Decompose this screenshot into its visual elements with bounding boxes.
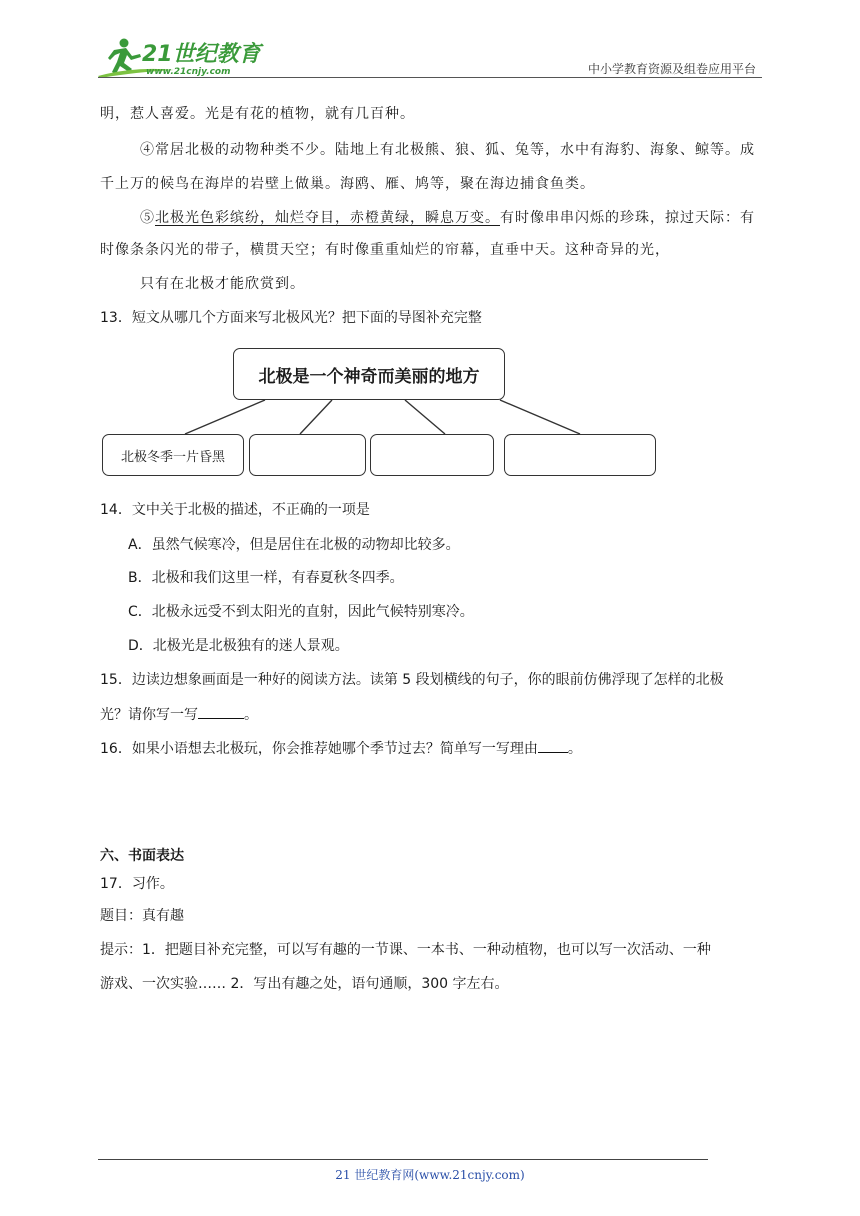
mind-map-leaf-3-blank[interactable] <box>370 434 494 476</box>
header-divider <box>98 77 762 78</box>
question-15-line1: 15．边读边想象画面是一种好的阅读方法。读第 5 段划横线的句子，你的眼前仿佛浮现了怎样的北极 <box>100 672 724 688</box>
mind-map <box>100 344 660 484</box>
question-17: 17．习作。 <box>100 876 174 892</box>
question-text-end: 。 <box>244 707 258 723</box>
question-15-line2 <box>100 704 762 725</box>
site-logo <box>96 36 266 80</box>
answer-blank[interactable] <box>538 738 568 753</box>
mind-map-leaf-2-blank[interactable] <box>249 434 366 476</box>
question-14: 14．文中关于北极的描述，不正确的一项是 <box>100 502 370 518</box>
logo-url: www.21cnjy.com <box>146 67 231 77</box>
essay-hint-line1: 提示：1．把题目补充完整，可以写有趣的一节课、一本书、一种动植物，也可以写一次活动、一种 <box>100 942 711 958</box>
header-platform-text: 中小学教育资源及组卷应用平台 <box>587 62 756 76</box>
logo-text: 21世纪教育 <box>142 42 261 67</box>
option-a[interactable]: A．虽然气候寒冷，但是居住在北极的动物却比较多。 <box>128 537 460 553</box>
question-text: 16．如果小语想去北极玩，你会推荐她哪个季节过去？简单写一写理由 <box>100 741 538 757</box>
essay-topic: 题目：真有趣 <box>100 908 184 924</box>
question-13: 13．短文从哪几个方面来写北极风光？把下面的导图补充完整 <box>100 310 482 326</box>
footer-text[interactable]: 21 世纪教育网(www.21cnjy.com) <box>335 1168 525 1182</box>
question-text-end: 。 <box>567 741 582 757</box>
option-c[interactable]: C．北极永远受不到太阳光的直射，因此气候特别寒冷。 <box>128 604 474 620</box>
passage-p5-line3: 只有在北极才能欣赏到。 <box>140 276 305 292</box>
paragraph-number: ⑤ <box>140 210 155 226</box>
passage-line: 明，惹人喜爱。光是有花的植物，就有几百种。 <box>100 106 415 122</box>
passage-p5-line2: 时像条条闪光的带子，横贯天空；有时像重重灿烂的帘幕，直垂中天。这种奇异的光， <box>100 242 670 258</box>
mind-map-leaf-4-blank[interactable] <box>504 434 656 476</box>
option-b[interactable]: B．北极和我们这里一样，有春夏秋冬四季。 <box>128 570 404 586</box>
passage-p5-line1 <box>140 208 762 228</box>
essay-hint-line2: 游戏、一次实验…… 2．写出有趣之处，语句通顺，300 字左右。 <box>100 976 509 992</box>
passage-p4-line2: 千上万的候鸟在海岸的岩壁上做巢。海鸥、雁、鸠等，聚在海边捕食鱼类。 <box>100 176 595 192</box>
passage-p4-line1: ④常居北极的动物种类不少。陆地上有北极熊、狼、狐、兔等，水中有海豹、海象、鲸等。成 <box>140 142 755 158</box>
option-d[interactable]: D．北极光是北极独有的迷人景观。 <box>128 638 349 654</box>
passage-text: 有时像串串闪烁的珍珠，掠过天际：有 <box>500 210 755 226</box>
section-title: 六、书面表达 <box>100 848 184 864</box>
mind-map-root: 北极是一个神奇而美丽的地方 <box>233 348 505 400</box>
footer-divider <box>98 1159 708 1160</box>
mind-map-leaf-1: 北极冬季一片昏黑 <box>102 434 244 476</box>
answer-blank[interactable] <box>198 704 244 719</box>
question-text: 光？请你写一写 <box>100 707 198 723</box>
question-16 <box>100 738 762 759</box>
underlined-sentence: 北极光色彩缤纷，灿烂夺目，赤橙黄绿，瞬息万变。 <box>155 210 500 226</box>
